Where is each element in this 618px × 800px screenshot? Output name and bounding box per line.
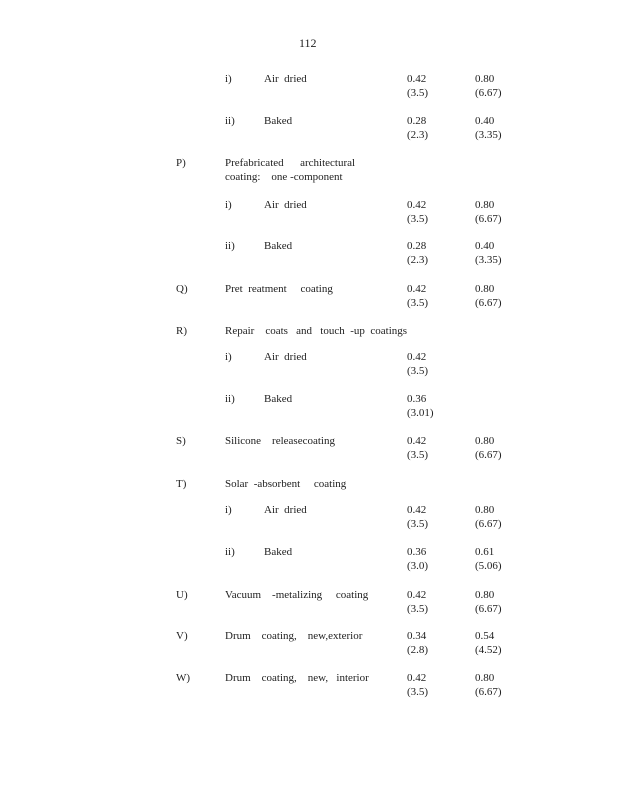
row-1-sub-label: ii) [225,115,235,127]
row-0-value1-paren: (3.5) [407,87,429,99]
row-4-sub-label: ii) [225,240,235,252]
row-2-description: Prefabricated architectural [225,157,356,169]
row-5-value2: 0.80 [475,283,495,295]
row-13-value2-paren: (6.67) [475,603,502,615]
row-13-description: Vacuum -metalizing coating [225,589,369,601]
row-10-description: Solar -absorbent coating [225,478,347,490]
row-14-value2-paren: (4.52) [475,644,502,656]
row-13-item-letter: U) [176,589,188,601]
row-12-value2-paren: (5.06) [475,560,502,572]
row-15-item-letter: W) [176,672,191,684]
row-3-value2: 0.80 [475,199,495,211]
row-1-value2-paren: (3.35) [475,129,502,141]
row-11-description: Air dried [264,504,307,516]
row-14-value1: 0.34 [407,630,427,642]
row-7-sub-label: i) [225,351,232,363]
row-10-item-letter: T) [176,478,187,490]
row-0-value2: 0.80 [475,73,495,85]
row-6-description: Repair coats and touch -up coatings [225,325,408,337]
row-4-value2: 0.40 [475,240,495,252]
row-1-value1-paren: (2.3) [407,129,429,141]
row-12-description: Baked [264,546,293,558]
row-4-description: Baked [264,240,293,252]
row-7-description: Air dried [264,351,307,363]
row-9-value2-paren: (6.67) [475,449,502,461]
row-0-value2-paren: (6.67) [475,87,502,99]
row-13-value2: 0.80 [475,589,495,601]
page-number: 112 [299,36,317,50]
row-4-value1: 0.28 [407,240,427,252]
row-8-value1-paren: (3.01) [407,407,434,419]
row-9-value1: 0.42 [407,435,427,447]
row-13-value1-paren: (3.5) [407,603,429,615]
row-12-sub-label: ii) [225,546,235,558]
row-5-value2-paren: (6.67) [475,297,502,309]
row-0-sub-label: i) [225,73,232,85]
row-13-value1: 0.42 [407,589,427,601]
row-1-value2: 0.40 [475,115,495,127]
row-3-value1: 0.42 [407,199,427,211]
row-1-value1: 0.28 [407,115,427,127]
row-14-description: Drum coating, new,exterior [225,630,363,642]
row-9-description: Silicone releasecoating [225,435,335,447]
row-3-sub-label: i) [225,199,232,211]
row-3-value2-paren: (6.67) [475,213,502,225]
row-15-value2: 0.80 [475,672,495,684]
row-9-item-letter: S) [176,435,186,447]
row-15-value2-paren: (6.67) [475,686,502,698]
row-3-value1-paren: (3.5) [407,213,429,225]
row-8-value1: 0.36 [407,393,427,405]
row-11-value2-paren: (6.67) [475,518,502,530]
row-5-item-letter: Q) [176,283,188,295]
row-12-value1-paren: (3.0) [407,560,429,572]
row-5-description: Pret reatment coating [225,283,333,295]
row-12-value2: 0.61 [475,546,495,558]
row-0-value1: 0.42 [407,73,427,85]
row-15-value1-paren: (3.5) [407,686,429,698]
row-3-description: Air dried [264,199,307,211]
row-1-description: Baked [264,115,293,127]
row-15-description: Drum coating, new, interior [225,672,369,684]
row-4-value2-paren: (3.35) [475,254,502,266]
row-14-value1-paren: (2.8) [407,644,429,656]
row-8-description: Baked [264,393,293,405]
row-5-value1-paren: (3.5) [407,297,429,309]
row-7-value1: 0.42 [407,351,427,363]
row-11-value1: 0.42 [407,504,427,516]
row-2-description-line2: coating: one -component [225,171,343,183]
row-5-value1: 0.42 [407,283,427,295]
row-15-value1: 0.42 [407,672,427,684]
row-12-value1: 0.36 [407,546,427,558]
row-11-value1-paren: (3.5) [407,518,429,530]
row-9-value1-paren: (3.5) [407,449,429,461]
row-14-value2: 0.54 [475,630,495,642]
row-4-value1-paren: (2.3) [407,254,429,266]
row-0-description: Air dried [264,73,307,85]
row-2-item-letter: P) [176,157,186,169]
row-14-item-letter: V) [176,630,188,642]
row-8-sub-label: ii) [225,393,235,405]
row-7-value1-paren: (3.5) [407,365,429,377]
row-11-sub-label: i) [225,504,232,516]
row-9-value2: 0.80 [475,435,495,447]
row-6-item-letter: R) [176,325,187,337]
row-11-value2: 0.80 [475,504,495,516]
